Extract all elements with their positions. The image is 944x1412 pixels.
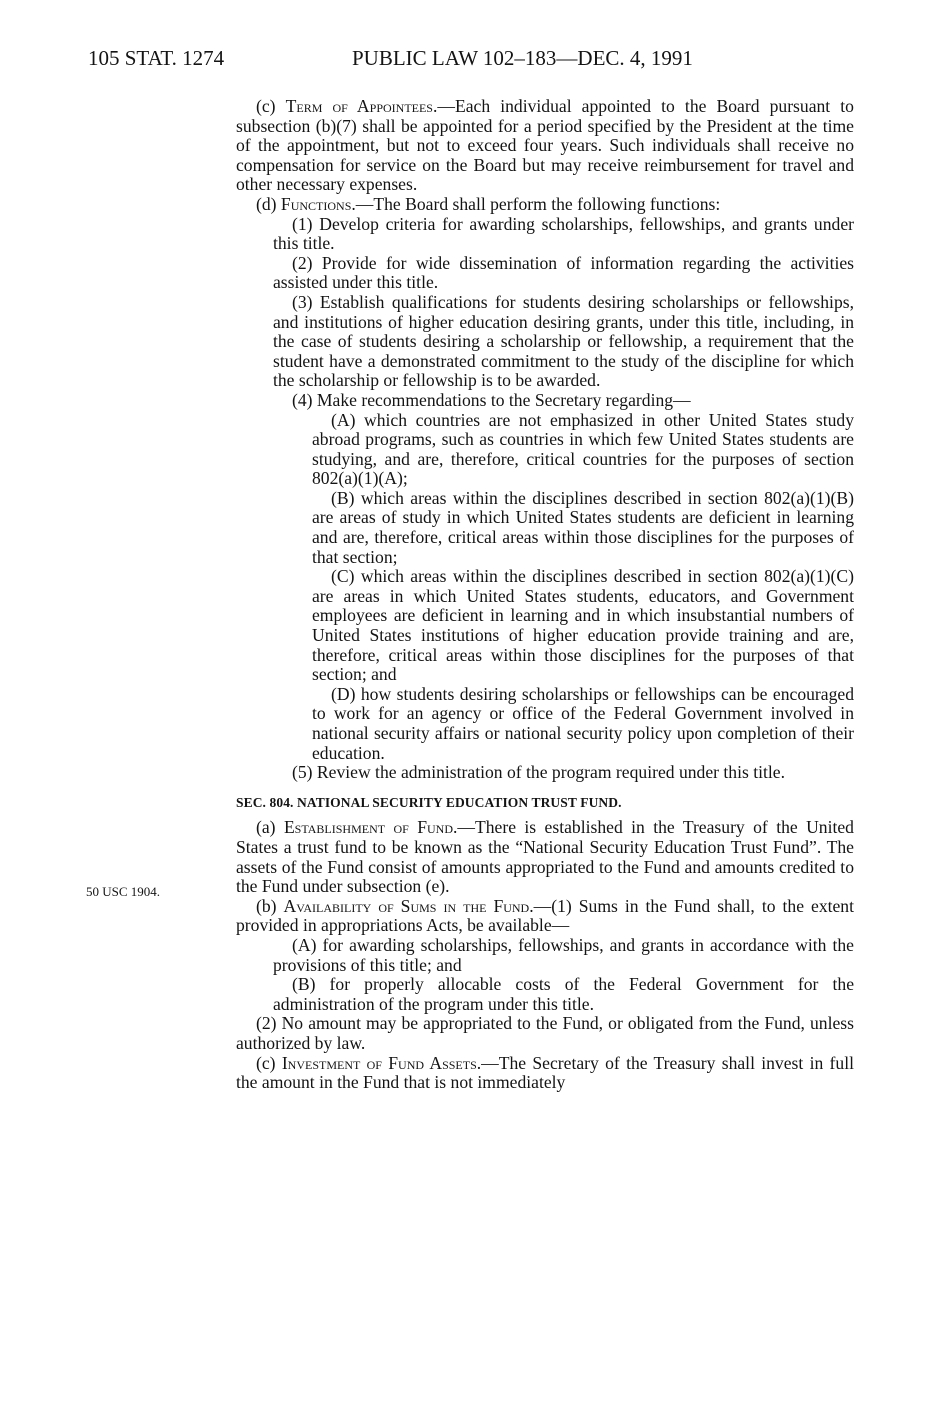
function-item-5: (5) Review the administration of the program required under this title.	[292, 762, 785, 783]
page-header	[0, 46, 944, 76]
subsection-heading: Investment of Fund Assets	[281, 1052, 477, 1073]
margin-note-usc-citation: 50 USC 1904.	[86, 884, 161, 899]
subsection-heading: Availability of Sums in the Fund	[283, 895, 530, 916]
section-804-b-item-b: (B) for properly allocable costs of the Federal Government for the administration of the program under this title.	[273, 974, 854, 1014]
function-item-3: (3) Establish qualifications for students desiring scholarships or fellowships, and institutions of higher education desiring grants, under this title, including, in the case of students desiring a scholarship or fellowship, a requirement that the student have a demonstrated commitment to the study of the discipline for which the scholarship or fellowship is to be awarded.	[273, 291, 854, 391]
function-item-2: (2) Provide for wide dissemination of information regarding the activities assisted under this title.	[273, 252, 854, 293]
function-item-4-d: (D) how students desiring scholarships or fellowships can be encouraged to work for an agency or office of the Federal Government involved in national security affairs or national security policy upon completion of their education.	[312, 683, 854, 763]
statute-page-citation: 105 STAT. 1274	[88, 46, 225, 70]
section-804-b-availability: (b) Availability of Sums in the Fund.—(1) Sums in the Fund shall, to the extent provided in appropriations Acts, be available—	[236, 895, 854, 936]
function-item-4: (4) Make recommendations to the Secretary regarding—	[292, 389, 691, 410]
section-804-heading: SEC. 804. NATIONAL SECURITY EDUCATION TRUST FUND.	[236, 794, 622, 810]
function-item-4-c: (C) which areas within the disciplines described in section 802(a)(1)(C) are areas in which United States students, educators, and Government employees are deficient in learning and in which insubstantial numbers of United States institutions of higher education provide training and are, therefore, critical areas within those disciplines for the purposes of that section; and	[312, 566, 854, 685]
section-804-a-establishment: (a) Establishment of Fund.—There is established in the Treasury of the United States a trust fund to be known as the “National Security Education Trust Fund”. The assets of the Fund consist of amounts appropriated to the Fund and amounts credited to the Fund under subsection (e).	[236, 817, 854, 897]
section-804-c-investment: (c) Investment of Fund Assets.—The Secretary of the Treasury shall invest in full the amount in the Fund that is not immediately	[236, 1052, 854, 1093]
function-item-1: (1) Develop criteria for awarding scholarships, fellowships, and grants under this title.	[273, 213, 854, 254]
function-item-4-a: (A) which countries are not emphasized in other United States study abroad programs, such as countries in which few United States students are studying, and are, therefore, critical countries for the purposes of section 802(a)(1)(A);	[312, 409, 854, 489]
section-804-b-paragraph-2: (2) No amount may be appropriated to the Fund, or obligated from the Fund, unless authorized by law.	[236, 1013, 854, 1053]
public-law-title: PUBLIC LAW 102–183—DEC. 4, 1991	[352, 46, 693, 70]
statute-body	[236, 97, 854, 1093]
subsection-d-functions: (d) Functions.—The Board shall perform the following functions:	[256, 193, 721, 214]
subsection-heading: Functions	[280, 193, 352, 214]
subsection-c-term-of-appointees: (c) Term of Appointees.—Each individual appointed to the Board pursuant to subsection (b)(7) shall be appointed for a period specified by the President at the time of the appointment, but not to exceed four years. Such individuals shall receive no compensation for service on the Board but may receive reimbursement for travel and other necessary expenses.	[236, 96, 854, 195]
subsection-heading: Establishment of Fund	[283, 817, 453, 838]
subsection-heading: Term of Appointees	[285, 96, 433, 116]
function-item-4-b: (B) which areas within the disciplines described in section 802(a)(1)(B) are areas of study in which United States students are deficient in learning and are, therefore, critical areas within those disciplines for the purposes of that section;	[312, 487, 854, 567]
section-804-b-item-a: (A) for awarding scholarships, fellowships, and grants in accordance with the provisions of this title; and	[273, 934, 854, 975]
